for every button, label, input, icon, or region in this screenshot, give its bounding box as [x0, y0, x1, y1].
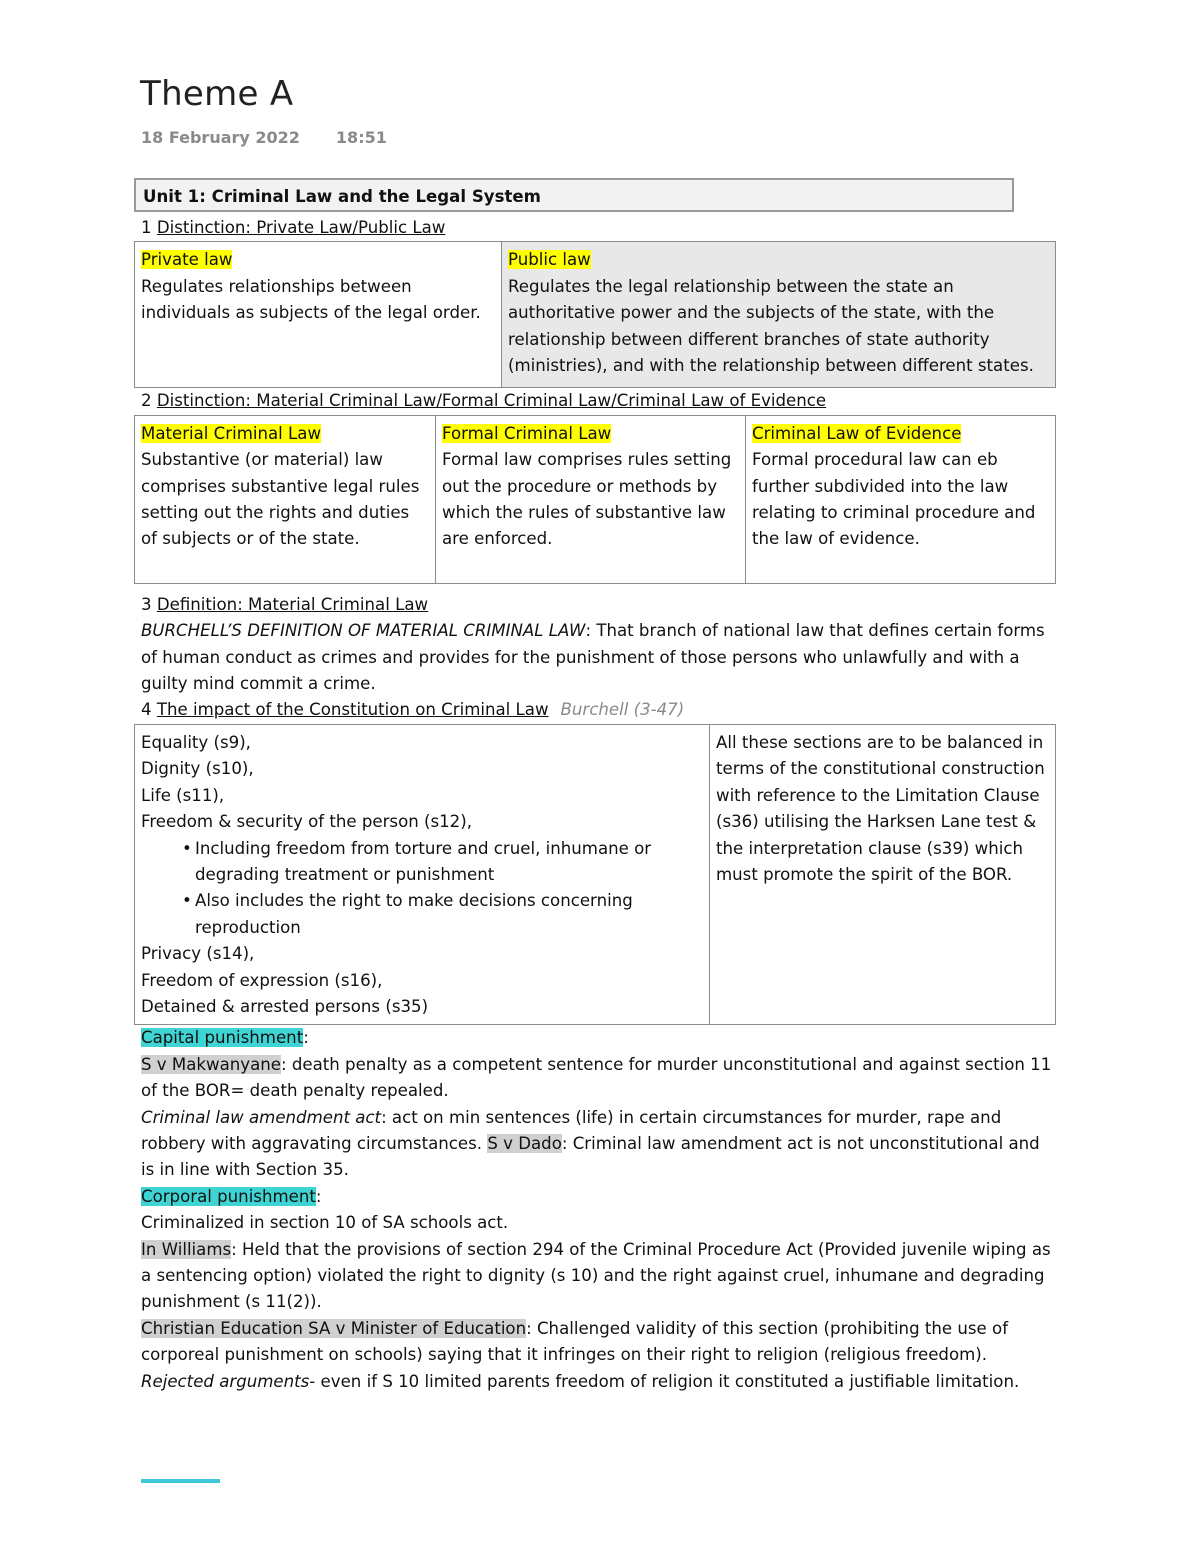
public-law-title: Public law	[508, 250, 591, 270]
note-content	[134, 178, 1058, 1395]
footer-divider	[141, 1479, 220, 1483]
unit-heading: Unit 1: Criminal Law and the Legal System	[134, 178, 1014, 212]
section-2-heading: 2 Distinction: Material Criminal Law/Formal Criminal Law/Criminal Law of Evidence	[141, 391, 827, 411]
criminal-law-evidence-cell: Criminal Law of Evidence Formal procedural law can eb further subdivided into the law relating to criminal procedure and the law of evidence.	[746, 415, 1056, 583]
case-dado: S v Dado	[487, 1133, 562, 1153]
material-criminal-law-cell: Material Criminal Law Substantive (or material) law comprises substantive legal rules setting out the rights and duties of subjects or of the state.	[135, 415, 436, 583]
page-time: 18:51	[335, 128, 387, 147]
freedom-sublist	[141, 836, 703, 942]
section-1-heading: 1 Distinction: Private Law/Public Law	[141, 218, 446, 237]
formal-criminal-law-cell: Formal Criminal Law Formal law comprises rules setting out the procedure or methods by which the rules of substantive law are enforced.	[436, 415, 746, 583]
list-item: • Also includes the right to make decisions concerning reproduction	[195, 888, 703, 941]
public-law-text: Regulates the legal relationship between the state an authoritative power and the subjects of the state, with the relationship between different branches of state authority (ministries), and with the relationship between different states.	[508, 276, 1034, 376]
material-criminal-law-title: Material Criminal Law	[141, 423, 322, 443]
balancing-note-cell: All these sections are to be balanced in terms of the constitutional construction with reference to the Limitation Clause (s36) utilising the Harksen Lane test & the interpretation clause (s39) which must promote the spirit of the BOR.	[710, 724, 1056, 1024]
capital-punishment-heading: Capital punishment	[141, 1028, 304, 1048]
private-law-cell	[135, 242, 502, 388]
capital-punishment-section: Capital punishment: S v Makwanyane: death penalty as a competent sentence for murder unconstitutional and against section 11 of the BOR= death penalty repealed. Criminal law amendment act: act on min sentences (life) in certain circumstances for murder, rape and robbery with aggravating circumstances. S v Dado: Criminal law amendment act is not unconstitutional and is in line with Section 35.	[141, 1028, 1052, 1180]
public-law-cell	[502, 242, 1056, 388]
page-title: Theme A	[140, 74, 294, 114]
section-4-heading: 4 The impact of the Constitution on Criminal Law Burchell (3-47)	[141, 700, 685, 720]
private-law-title: Private law	[141, 250, 233, 270]
burchell-reference: Burchell (3-47)	[560, 700, 685, 720]
case-williams: In Williams	[141, 1239, 232, 1259]
case-christian-education: Christian Education SA v Minister of Education	[141, 1318, 527, 1338]
constitution-table	[134, 724, 1056, 1025]
corporal-punishment-heading: Corporal punishment	[141, 1186, 316, 1206]
private-public-table	[134, 241, 1056, 388]
page-date: 18 February 2022	[141, 128, 300, 147]
section-3-heading: 3 Definition: Material Criminal Law	[141, 594, 429, 614]
criminal-law-evidence-title: Criminal Law of Evidence	[752, 423, 962, 443]
private-law-text: Regulates relationships between individuals as subjects of the legal order.	[141, 276, 481, 323]
burchell-definition: BURCHELL’S DEFINITION OF MATERIAL CRIMINAL LAW: That branch of national law that defines certain forms of human conduct as crimes and provides for the punishment of those persons who unlawfully and with a guilty mind commit a crime.	[141, 621, 1045, 694]
list-item: • Including freedom from torture and cruel, inhumane or degrading treatment or punishment	[195, 836, 703, 889]
page-meta	[141, 128, 387, 147]
criminal-law-types-table	[134, 415, 1056, 584]
rights-list-cell: Equality (s9), Dignity (s10), Life (s11), Freedom & security of the person (s12), • Including freedom from torture and cruel, inhumane or degrading treatment or punishment • Also includes the right to make decisions concerning reproduction Privacy (s14), Freedom of expression (s16), Detained & arrested persons (s35)	[135, 724, 710, 1024]
corporal-punishment-section: Corporal punishment: Criminalized in section 10 of SA schools act. In Williams: Held that the provisions of section 294 of the Criminal Procedure Act (Provided juvenile wiping as a sentencing option) violated the right to dignity (s 10) and the right against cruel, inhumane and degrading punishment (s 11(2)). Christian Education SA v Minister of Education: Challenged validity of this section (prohibiting the use of corporeal punishment on schools) saying that it infringes on their right to religion (religious freedom). Rejected arguments- even if S 10 limited parents freedom of religion it constituted a justifiable limitation.	[141, 1186, 1051, 1391]
case-makwanyane: S v Makwanyane	[141, 1054, 281, 1074]
formal-criminal-law-title: Formal Criminal Law	[442, 423, 612, 443]
